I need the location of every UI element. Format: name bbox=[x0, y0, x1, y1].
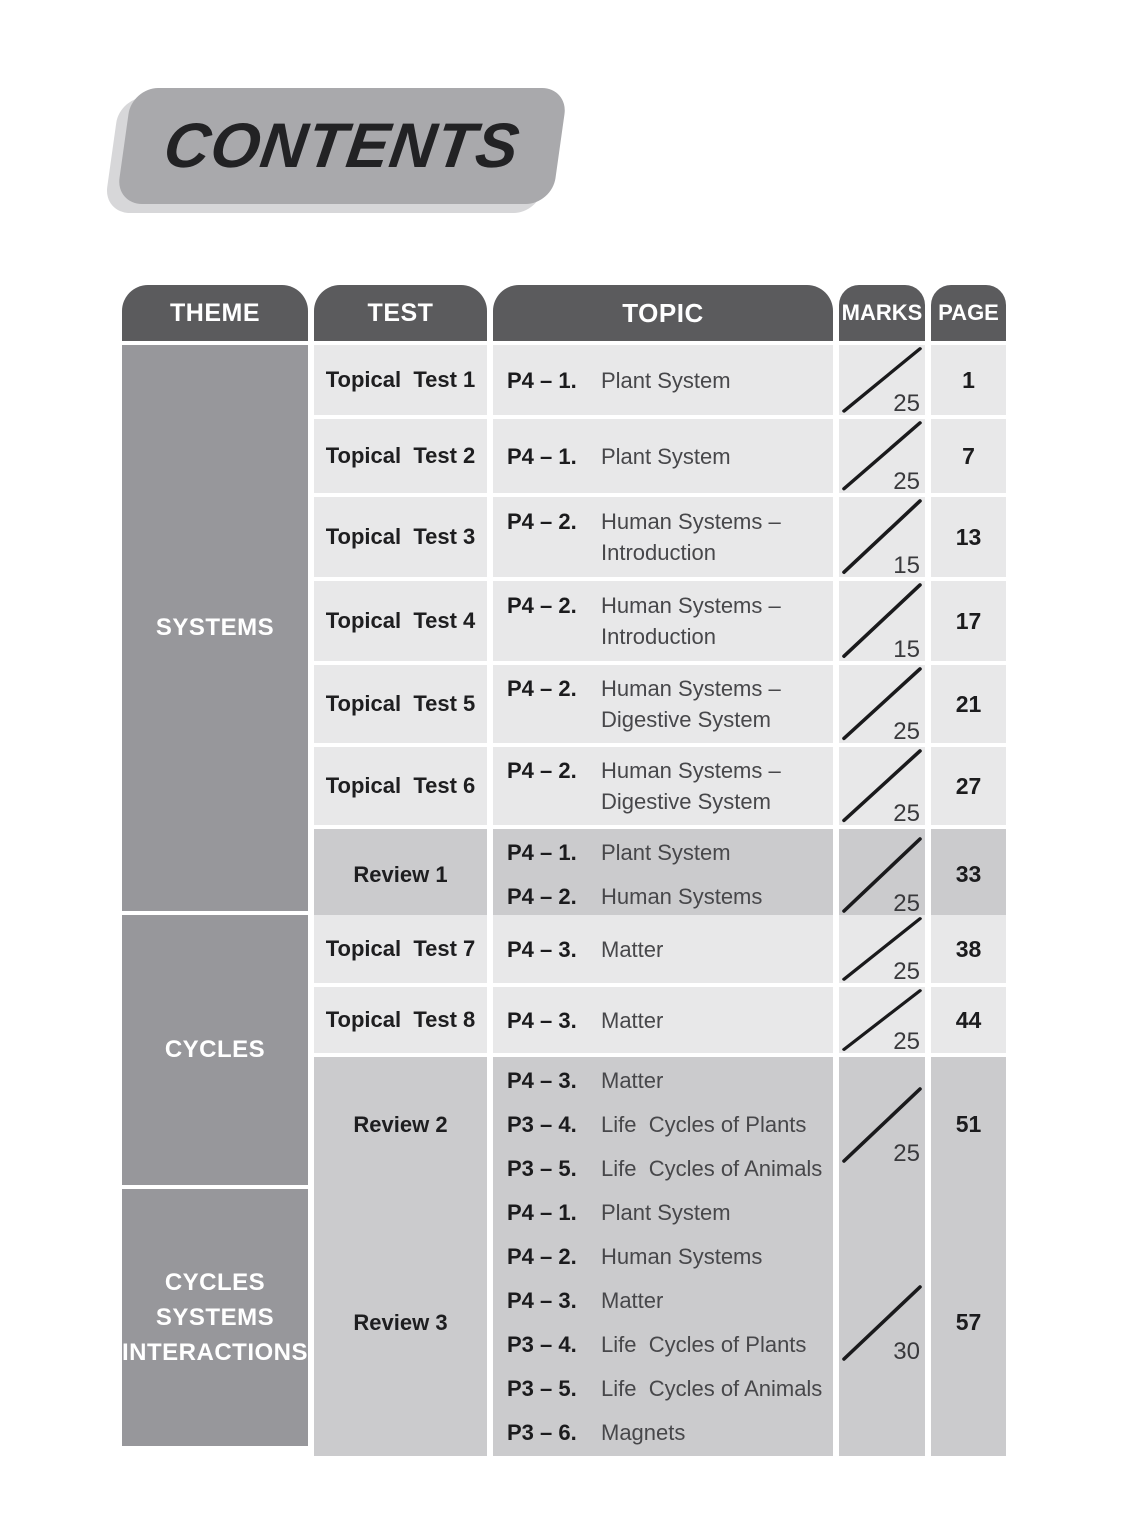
topic-name: Human Systems – Introduction bbox=[601, 509, 787, 565]
review-row bbox=[314, 1057, 1008, 1185]
header-label-page: PAGE bbox=[938, 300, 999, 325]
topic-line bbox=[507, 1285, 825, 1316]
page-cell bbox=[931, 665, 1006, 743]
marks-value: 30 bbox=[893, 1337, 920, 1365]
topic-cell bbox=[493, 581, 833, 661]
marks-value: 25 bbox=[893, 799, 920, 825]
topic-line bbox=[507, 755, 825, 817]
marks-slash bbox=[842, 421, 922, 491]
topic-line bbox=[507, 673, 825, 735]
marks-slash bbox=[842, 499, 922, 577]
marks-value: 25 bbox=[893, 957, 920, 983]
header-label-theme: THEME bbox=[170, 298, 260, 327]
topic-line bbox=[507, 590, 825, 652]
header-label-topic: TOPIC bbox=[622, 297, 704, 328]
test-cell bbox=[314, 665, 487, 743]
page-cell bbox=[931, 747, 1006, 825]
marks-value: 15 bbox=[893, 635, 920, 661]
theme-cell bbox=[122, 1189, 308, 1446]
marks-cell bbox=[839, 987, 925, 1053]
test-label: Topical Test 7 bbox=[325, 936, 476, 961]
topic-cell bbox=[493, 1189, 833, 1456]
page-number: 27 bbox=[955, 772, 982, 799]
marks-slash bbox=[842, 583, 922, 661]
topic-code: P4 – 2. bbox=[507, 884, 577, 909]
topic-cell bbox=[493, 497, 833, 577]
topic-line bbox=[507, 1417, 825, 1448]
topic-code: P4 – 3. bbox=[507, 936, 577, 962]
test-label: Topical Test 1 bbox=[325, 367, 476, 392]
topic-code: P4 – 3. bbox=[507, 1007, 577, 1033]
marks-value: 25 bbox=[893, 467, 920, 493]
test-cell bbox=[314, 1057, 487, 1192]
topic-name: Human Systems – Digestive System bbox=[601, 758, 787, 814]
page-cell bbox=[931, 1057, 1006, 1192]
topic-name: Human Systems – Digestive System bbox=[601, 676, 787, 732]
topic-code: P3 – 6. bbox=[507, 1420, 577, 1445]
marks-cell bbox=[839, 915, 925, 983]
marks-cell bbox=[839, 747, 925, 825]
topic-name: Life Cycles of Plants bbox=[601, 1112, 807, 1137]
topic-name: Magnets bbox=[601, 1420, 686, 1445]
topic-name: Life Cycles of Plants bbox=[601, 1332, 807, 1357]
topic-cell bbox=[493, 419, 833, 493]
topic-cell bbox=[493, 915, 833, 983]
review-row bbox=[314, 1189, 1008, 1446]
topic-cell bbox=[493, 1057, 833, 1192]
test-row bbox=[314, 345, 1008, 415]
page-number: 57 bbox=[955, 1309, 982, 1335]
topic-name: Life Cycles of Animals bbox=[601, 1156, 823, 1181]
test-label: Review 1 bbox=[353, 861, 448, 887]
review-row bbox=[314, 829, 1008, 917]
topic-code: P3 – 5. bbox=[507, 1156, 577, 1181]
header-cell-theme bbox=[122, 285, 308, 341]
marks-slash bbox=[842, 837, 922, 917]
page-title: CONTENTS bbox=[159, 111, 525, 181]
theme-label: INTERACTIONS bbox=[122, 1338, 308, 1366]
header-cell-test bbox=[314, 285, 487, 341]
test-label: Topical Test 8 bbox=[325, 1007, 476, 1032]
topic-code: P4 – 3. bbox=[507, 1068, 577, 1093]
topic-code: P4 – 2. bbox=[507, 758, 577, 783]
topic-line bbox=[507, 1005, 825, 1036]
page-cell bbox=[931, 829, 1006, 920]
page-number: 44 bbox=[955, 1006, 982, 1033]
contents-banner bbox=[124, 88, 560, 204]
page-cell bbox=[931, 1189, 1006, 1456]
page-cell bbox=[931, 345, 1006, 415]
marks-value: 25 bbox=[893, 889, 920, 917]
toc-table bbox=[122, 285, 1008, 1450]
page-number: 33 bbox=[955, 861, 982, 887]
page-cell bbox=[931, 419, 1006, 493]
rows-wrap bbox=[314, 345, 1008, 917]
banner-body bbox=[116, 88, 568, 204]
theme-cell bbox=[122, 915, 308, 1185]
topic-name: Plant System bbox=[601, 840, 731, 865]
topic-cell bbox=[493, 829, 833, 920]
theme-cell bbox=[122, 345, 308, 911]
test-cell bbox=[314, 497, 487, 577]
topic-code: P4 – 1. bbox=[507, 367, 577, 393]
theme-label: SYSTEMS bbox=[155, 1303, 275, 1331]
page-number: 13 bbox=[955, 523, 982, 550]
topic-code: P4 – 1. bbox=[507, 1200, 577, 1225]
topic-name: Plant System bbox=[601, 367, 731, 393]
page-cell bbox=[931, 987, 1006, 1053]
topic-line bbox=[507, 881, 825, 912]
topic-code: P3 – 4. bbox=[507, 1332, 577, 1357]
page-number: 17 bbox=[955, 607, 982, 634]
header-label-marks: MARKS bbox=[841, 300, 923, 325]
header-cell-topic bbox=[493, 285, 833, 341]
page-number: 1 bbox=[962, 366, 975, 393]
marks-cell bbox=[839, 419, 925, 493]
topic-line bbox=[507, 1109, 825, 1140]
marks-value: 25 bbox=[893, 389, 920, 415]
topic-line bbox=[507, 1241, 825, 1272]
test-label: Topical Test 6 bbox=[325, 773, 476, 798]
topic-code: P4 – 3. bbox=[507, 1288, 577, 1313]
marks-cell bbox=[839, 829, 925, 920]
test-row bbox=[314, 747, 1008, 825]
topic-name: Matter bbox=[601, 1068, 664, 1093]
test-label: Review 2 bbox=[353, 1111, 448, 1137]
header-cell-marks bbox=[839, 285, 925, 341]
marks-slash bbox=[842, 667, 922, 743]
page-cell bbox=[931, 915, 1006, 983]
topic-name: Plant System bbox=[601, 1200, 731, 1225]
header-cell-page bbox=[931, 285, 1006, 341]
test-cell bbox=[314, 345, 487, 415]
marks-cell bbox=[839, 665, 925, 743]
topic-code: P4 – 2. bbox=[507, 593, 577, 618]
topic-line bbox=[507, 365, 825, 396]
marks-cell bbox=[839, 1189, 925, 1456]
page-number: 51 bbox=[955, 1111, 982, 1137]
test-label: Topical Test 5 bbox=[325, 691, 476, 716]
topic-cell bbox=[493, 665, 833, 743]
rows-wrap bbox=[314, 915, 1008, 1185]
topic-code: P4 – 1. bbox=[507, 840, 577, 865]
marks-value: 15 bbox=[893, 551, 920, 577]
test-cell bbox=[314, 987, 487, 1053]
topic-name: Matter bbox=[601, 1288, 664, 1313]
topic-line bbox=[507, 1373, 825, 1404]
marks-cell bbox=[839, 345, 925, 415]
page-number: 38 bbox=[955, 935, 982, 962]
topic-code: P4 – 2. bbox=[507, 676, 577, 701]
topic-name: Life Cycles of Animals bbox=[601, 1376, 823, 1401]
marks-value: 25 bbox=[893, 1028, 920, 1053]
marks-slash bbox=[842, 917, 922, 981]
marks-cell bbox=[839, 581, 925, 661]
marks-value: 25 bbox=[893, 717, 920, 743]
topic-code: P4 – 2. bbox=[507, 1244, 577, 1269]
test-row bbox=[314, 987, 1008, 1053]
theme-label: CYCLES bbox=[164, 1268, 266, 1296]
marks-cell bbox=[839, 497, 925, 577]
marks-value: 25 bbox=[893, 1139, 920, 1167]
test-row bbox=[314, 665, 1008, 743]
marks-slash bbox=[842, 347, 922, 413]
marks-slash bbox=[842, 749, 922, 825]
topic-name: Matter bbox=[601, 1007, 664, 1033]
topic-line bbox=[507, 1153, 825, 1184]
topic-name: Plant System bbox=[601, 443, 731, 469]
topic-line bbox=[507, 934, 825, 965]
test-label: Topical Test 2 bbox=[325, 443, 476, 468]
test-label: Topical Test 4 bbox=[325, 608, 476, 633]
topic-code: P3 – 5. bbox=[507, 1376, 577, 1401]
test-cell bbox=[314, 419, 487, 493]
toc-header-row bbox=[122, 285, 1008, 341]
topic-line bbox=[507, 506, 825, 568]
test-cell bbox=[314, 747, 487, 825]
test-cell bbox=[314, 1189, 487, 1456]
topic-line bbox=[507, 441, 825, 472]
header-label-test: TEST bbox=[367, 298, 434, 327]
topic-cell bbox=[493, 747, 833, 825]
test-row bbox=[314, 497, 1008, 577]
theme-label: SYSTEMS bbox=[155, 614, 275, 641]
topic-name: Human Systems bbox=[601, 1244, 763, 1269]
marks-slash bbox=[842, 989, 922, 1051]
page-cell bbox=[931, 497, 1006, 577]
page-number: 7 bbox=[962, 442, 975, 469]
test-cell bbox=[314, 915, 487, 983]
topic-name: Human Systems – Introduction bbox=[601, 593, 787, 649]
topic-name: Matter bbox=[601, 936, 664, 962]
toc-body bbox=[122, 345, 1008, 1446]
topic-code: P4 – 1. bbox=[507, 443, 577, 469]
test-cell bbox=[314, 829, 487, 920]
topic-line bbox=[507, 1329, 825, 1360]
marks-cell bbox=[839, 1057, 925, 1192]
test-row bbox=[314, 581, 1008, 661]
toc-section bbox=[122, 1189, 1008, 1446]
marks-slash bbox=[842, 1087, 922, 1167]
topic-name: Human Systems bbox=[601, 884, 763, 909]
theme-label: CYCLES bbox=[164, 1036, 266, 1063]
topic-code: P3 – 4. bbox=[507, 1112, 577, 1137]
marks-slash bbox=[842, 1285, 922, 1365]
toc-section bbox=[122, 345, 1008, 917]
rows-wrap bbox=[314, 1189, 1008, 1446]
test-label: Review 3 bbox=[353, 1309, 448, 1335]
topic-cell bbox=[493, 987, 833, 1053]
test-row bbox=[314, 419, 1008, 493]
page-number: 21 bbox=[955, 690, 982, 717]
topic-cell bbox=[493, 345, 833, 415]
page-cell bbox=[931, 581, 1006, 661]
test-row bbox=[314, 915, 1008, 983]
topic-line bbox=[507, 1197, 825, 1228]
topic-line bbox=[507, 837, 825, 868]
topic-line bbox=[507, 1065, 825, 1096]
topic-code: P4 – 2. bbox=[507, 509, 577, 534]
toc-section bbox=[122, 915, 1008, 1185]
test-label: Topical Test 3 bbox=[325, 524, 476, 549]
test-cell bbox=[314, 581, 487, 661]
